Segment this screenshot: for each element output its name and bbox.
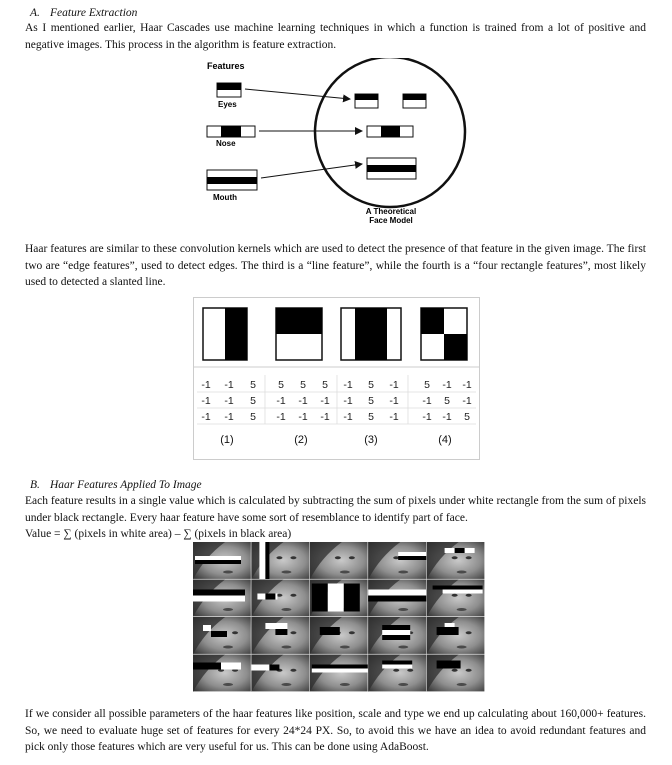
kernel-4-matrix bbox=[422, 379, 471, 423]
kernel-3-matrix bbox=[343, 379, 398, 423]
k1-r3c2: -1 bbox=[224, 411, 234, 423]
paragraph-4 bbox=[25, 706, 646, 756]
k1-r1c2: -1 bbox=[224, 379, 234, 391]
haar-overlay bbox=[445, 623, 455, 627]
face-grid-figure bbox=[193, 542, 485, 692]
haar-overlay bbox=[437, 661, 461, 669]
k1-r1c3: 5 bbox=[250, 379, 256, 391]
face-tile bbox=[427, 655, 485, 693]
face-tile bbox=[368, 617, 426, 655]
eyes-feature bbox=[217, 83, 241, 97]
value-formula: Value = ∑ (pixels in white area) – ∑ (pixels in black area) bbox=[25, 528, 292, 540]
face-tile bbox=[368, 580, 426, 618]
face-caption-line1: A Theoretical bbox=[365, 207, 417, 216]
haar-overlay bbox=[437, 627, 459, 635]
k4-r2c3: -1 bbox=[462, 395, 472, 407]
section-b-paragraph bbox=[25, 493, 646, 543]
face-tile bbox=[427, 542, 485, 580]
k4-r1c3: -1 bbox=[462, 379, 472, 391]
k1-r1c1: -1 bbox=[201, 379, 211, 391]
k2-r2c3: -1 bbox=[320, 395, 330, 407]
k2-r3c2: -1 bbox=[298, 411, 308, 423]
paragraph-2-text: Haar features are similar to these convolution kernels which are used to detect the presence of that feature in the given image. The first two are “edge features”, used to detect edges. The third is a “line feature”, while the fourth is a “four rectangle features”, most likely used to detected a slanted line. bbox=[25, 243, 646, 288]
face-tile bbox=[310, 617, 368, 655]
haar-overlay bbox=[195, 556, 241, 560]
k4-r3c3: 5 bbox=[464, 411, 470, 423]
nose-label: Nose bbox=[216, 139, 236, 148]
k2-r3c3: -1 bbox=[320, 411, 330, 423]
haar-overlay bbox=[312, 584, 328, 612]
k2-r2c2: -1 bbox=[298, 395, 308, 407]
face-tile bbox=[251, 655, 309, 693]
face-tile bbox=[251, 580, 309, 618]
k4-r2c1: -1 bbox=[422, 395, 432, 407]
k1-r2c2: -1 bbox=[224, 395, 234, 407]
haar-overlay bbox=[203, 625, 211, 631]
k3-r2c1: -1 bbox=[343, 395, 353, 407]
k1-r2c1: -1 bbox=[201, 395, 211, 407]
k4-r3c1: -1 bbox=[422, 411, 432, 423]
haar-overlay bbox=[193, 590, 245, 596]
haar-overlay bbox=[265, 594, 275, 600]
section-b-number: B. bbox=[30, 479, 40, 491]
face-tile bbox=[427, 617, 485, 655]
haar-overlay bbox=[251, 665, 269, 671]
face-tile bbox=[427, 580, 485, 618]
section-b-text: Each feature results in a single value which is calculated by subtracting the sum of pixels under white rectangle from the sum of pixels under black rectangle. Every haar feature have some sort of resemblance to identify part of face. bbox=[25, 495, 646, 524]
paragraph-2 bbox=[25, 241, 646, 291]
kernel-2-label: (2) bbox=[294, 434, 308, 446]
k2-r1c1: 5 bbox=[278, 379, 284, 391]
face-tile bbox=[193, 542, 251, 580]
face-tile bbox=[193, 655, 251, 693]
face-tile bbox=[368, 542, 426, 580]
haar-overlay bbox=[382, 630, 410, 635]
haar-overlay bbox=[320, 627, 340, 635]
haar-overlay bbox=[269, 665, 279, 671]
haar-overlay bbox=[382, 661, 412, 665]
nose-feature bbox=[207, 126, 255, 137]
kernel-3-shape bbox=[341, 308, 401, 360]
k2-r1c3: 5 bbox=[322, 379, 328, 391]
k3-r1c3: -1 bbox=[389, 379, 399, 391]
section-a-heading bbox=[30, 7, 137, 19]
k1-r3c3: 5 bbox=[250, 411, 256, 423]
haar-overlay bbox=[455, 548, 465, 553]
kernel-2-shape bbox=[276, 308, 322, 360]
face-tile bbox=[251, 542, 309, 580]
haar-overlay bbox=[328, 584, 344, 612]
face-left-eye bbox=[355, 94, 378, 108]
section-a-number: A. bbox=[30, 7, 40, 19]
k3-r2c2: 5 bbox=[368, 395, 374, 407]
haar-overlay bbox=[275, 629, 287, 635]
features-header: Features bbox=[207, 61, 245, 71]
haar-overlay bbox=[368, 590, 426, 596]
face-model-figure bbox=[195, 58, 485, 228]
face-tile bbox=[310, 580, 368, 618]
k1-r2c3: 5 bbox=[250, 395, 256, 407]
kernel-3-label: (3) bbox=[364, 434, 378, 446]
kernel-1-label: (1) bbox=[220, 434, 234, 446]
k3-r1c1: -1 bbox=[343, 379, 353, 391]
mouth-feature bbox=[207, 170, 257, 190]
k2-r1c2: 5 bbox=[300, 379, 306, 391]
section-a-title: Feature Extraction bbox=[50, 7, 138, 19]
face-tile bbox=[310, 655, 368, 693]
haar-overlay bbox=[265, 542, 269, 579]
eyes-label: Eyes bbox=[218, 100, 237, 109]
haar-overlay bbox=[398, 556, 426, 560]
haar-overlay bbox=[265, 623, 287, 629]
haar-overlay bbox=[195, 560, 241, 564]
paragraph-4-text: If we consider all possible parameters of the haar features like position, scale and type we end up calculating about 160,000+ features. So, we need to evaluate huge set of features for every 24*24 PX. So, to avoid this we have an idea to avoid redundant features and pick only those features which are very useful for us. This can be done using AdaBoost. bbox=[25, 708, 646, 753]
kernel-4-shape bbox=[421, 308, 467, 360]
face-tile bbox=[193, 617, 251, 655]
k4-r3c2: -1 bbox=[442, 411, 452, 423]
haar-overlay bbox=[312, 669, 368, 673]
section-b-title: Haar Features Applied To Image bbox=[50, 479, 202, 491]
face-nose bbox=[367, 126, 413, 137]
haar-overlay bbox=[433, 586, 483, 590]
k3-r1c2: 5 bbox=[368, 379, 374, 391]
k3-r3c2: 5 bbox=[368, 411, 374, 423]
haar-overlay bbox=[382, 625, 410, 630]
haar-overlay bbox=[211, 631, 227, 637]
k4-r1c2: -1 bbox=[442, 379, 452, 391]
face-mouth bbox=[367, 158, 416, 179]
haar-overlay bbox=[368, 596, 426, 602]
kernels-figure bbox=[193, 297, 480, 460]
section-a-paragraph bbox=[25, 20, 646, 53]
k3-r3c3: -1 bbox=[389, 411, 399, 423]
k1-r3c1: -1 bbox=[201, 411, 211, 423]
k4-r2c2: 5 bbox=[444, 395, 450, 407]
section-b-heading bbox=[30, 479, 202, 491]
haar-overlay bbox=[312, 665, 368, 669]
kernel-1-shape bbox=[203, 308, 247, 360]
face-right-eye bbox=[403, 94, 426, 108]
k4-r1c1: 5 bbox=[424, 379, 430, 391]
face-tile bbox=[368, 655, 426, 693]
haar-overlay bbox=[443, 590, 483, 594]
section-a-text: As I mentioned earlier, Haar Cascades use machine learning techniques in which a function is trained from a lot of positive and negative images. This process in the algorithm is feature extraction. bbox=[25, 22, 646, 51]
face-tile bbox=[193, 580, 251, 618]
k2-r2c1: -1 bbox=[276, 395, 286, 407]
haar-overlay bbox=[221, 663, 241, 670]
face-tile bbox=[310, 542, 368, 580]
mouth-label: Mouth bbox=[213, 193, 237, 202]
k3-r3c1: -1 bbox=[343, 411, 353, 423]
haar-overlay bbox=[382, 665, 412, 669]
face-tile bbox=[251, 617, 309, 655]
haar-overlay bbox=[193, 596, 245, 602]
haar-overlay bbox=[259, 542, 265, 579]
haar-overlay bbox=[344, 584, 360, 612]
k3-r2c3: -1 bbox=[389, 395, 399, 407]
kernel-4-label: (4) bbox=[438, 434, 452, 446]
face-caption-line2: Face Model bbox=[369, 216, 413, 225]
haar-overlay bbox=[193, 663, 221, 670]
haar-overlay bbox=[398, 552, 426, 556]
haar-overlay bbox=[382, 635, 410, 640]
k2-r3c1: -1 bbox=[276, 411, 286, 423]
